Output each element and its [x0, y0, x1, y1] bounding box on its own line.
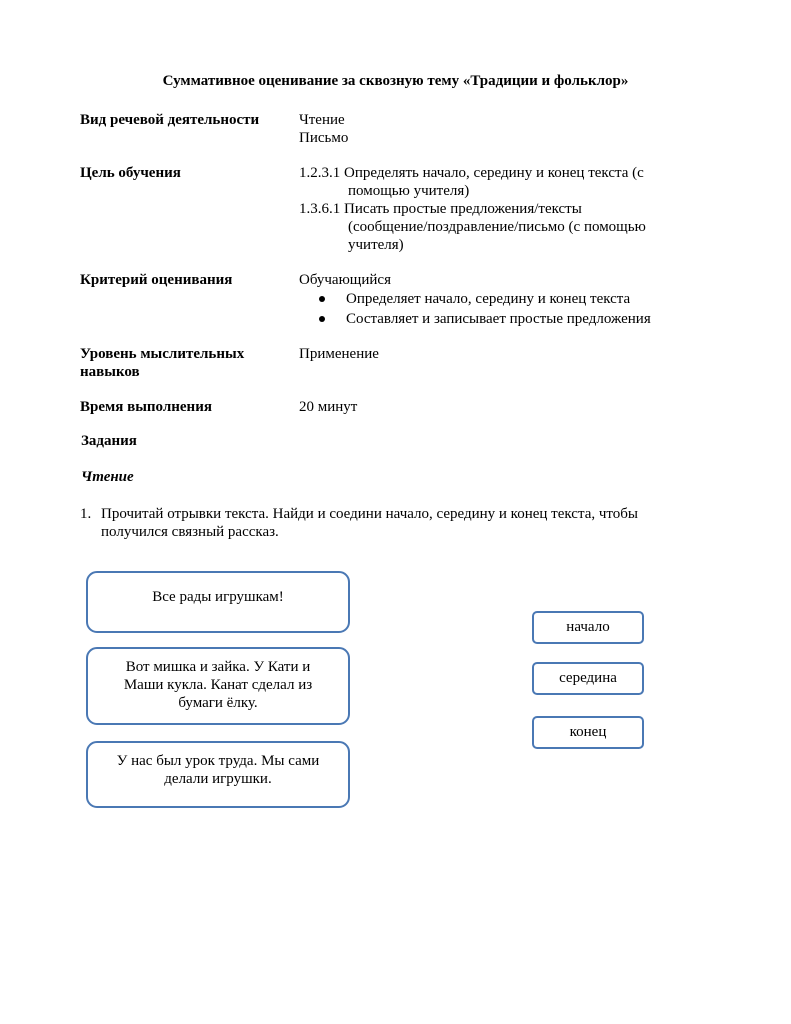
goal-item-2-first: 1.3.6.1 Писать простые предложения/тексты	[299, 201, 582, 217]
goal-item-2-rest-1: (сообщение/поздравление/письмо (с помощью	[348, 219, 646, 235]
activity-values	[299, 111, 348, 147]
tasks-heading: Задания	[81, 433, 137, 449]
criterion-values	[299, 271, 719, 329]
criterion-bullet-1: Определяет начало, середину и конец текста	[299, 289, 719, 309]
part-middle-box[interactable]: середина	[532, 662, 644, 695]
task-1-text-line-2: получился связный рассказ.	[101, 524, 279, 540]
goal-values	[299, 164, 699, 254]
time-value: 20 минут	[299, 399, 358, 415]
goal-item-1-rest: помощью учителя)	[348, 183, 470, 199]
task-1-number: 1.	[80, 506, 92, 522]
fragment-box-1[interactable]	[86, 571, 350, 633]
fragment-2-line-2: Маши кукла. Канат сделал из	[123, 677, 313, 693]
fragment-1-line-1: Все рады игрушкам!	[152, 589, 284, 605]
fragment-3-line-2: делали игрушки.	[164, 771, 272, 787]
criterion-list	[299, 289, 719, 329]
part-end-box[interactable]: конец	[532, 716, 644, 749]
fragment-box-3[interactable]	[86, 741, 350, 808]
activity-value-writing: Письмо	[299, 130, 349, 146]
thinking-label-line-2: навыков	[80, 364, 140, 380]
criterion-intro: Обучающийся	[299, 272, 391, 288]
thinking-value: Применение	[299, 346, 379, 362]
part-beginning-box[interactable]: начало	[532, 611, 644, 644]
activity-value-reading: Чтение	[299, 112, 345, 128]
fragment-2-line-3: бумаги ёлку.	[178, 695, 258, 711]
page-title: Суммативное оценивание за сквозную тему «Традиции и фольклор»	[162, 73, 629, 89]
goal-label: Цель обучения	[80, 165, 181, 181]
criterion-label: Критерий оценивания	[80, 272, 233, 288]
time-label: Время выполнения	[80, 399, 212, 415]
task-1	[80, 505, 680, 541]
reading-heading: Чтение	[81, 469, 134, 485]
goal-item-2-rest-2: учителя)	[348, 237, 404, 253]
task-1-text-line-1: Прочитай отрывки текста. Найди и соедини начало, середину и конец текста, чтобы	[101, 506, 638, 522]
fragment-2-line-1: Вот мишка и зайка. У Кати и	[125, 659, 311, 675]
criterion-bullet-2: Составляет и записывает простые предложения	[299, 309, 719, 329]
activity-label: Вид речевой деятельности	[80, 112, 260, 128]
thinking-label-line-1: Уровень мыслительных	[80, 346, 245, 362]
fragment-3-line-1: У нас был урок труда. Мы сами	[116, 753, 320, 769]
fragment-box-2[interactable]	[86, 647, 350, 725]
thinking-label	[80, 345, 244, 381]
goal-item-1-first: 1.2.3.1 Определять начало, середину и конец текста (с	[299, 165, 644, 181]
